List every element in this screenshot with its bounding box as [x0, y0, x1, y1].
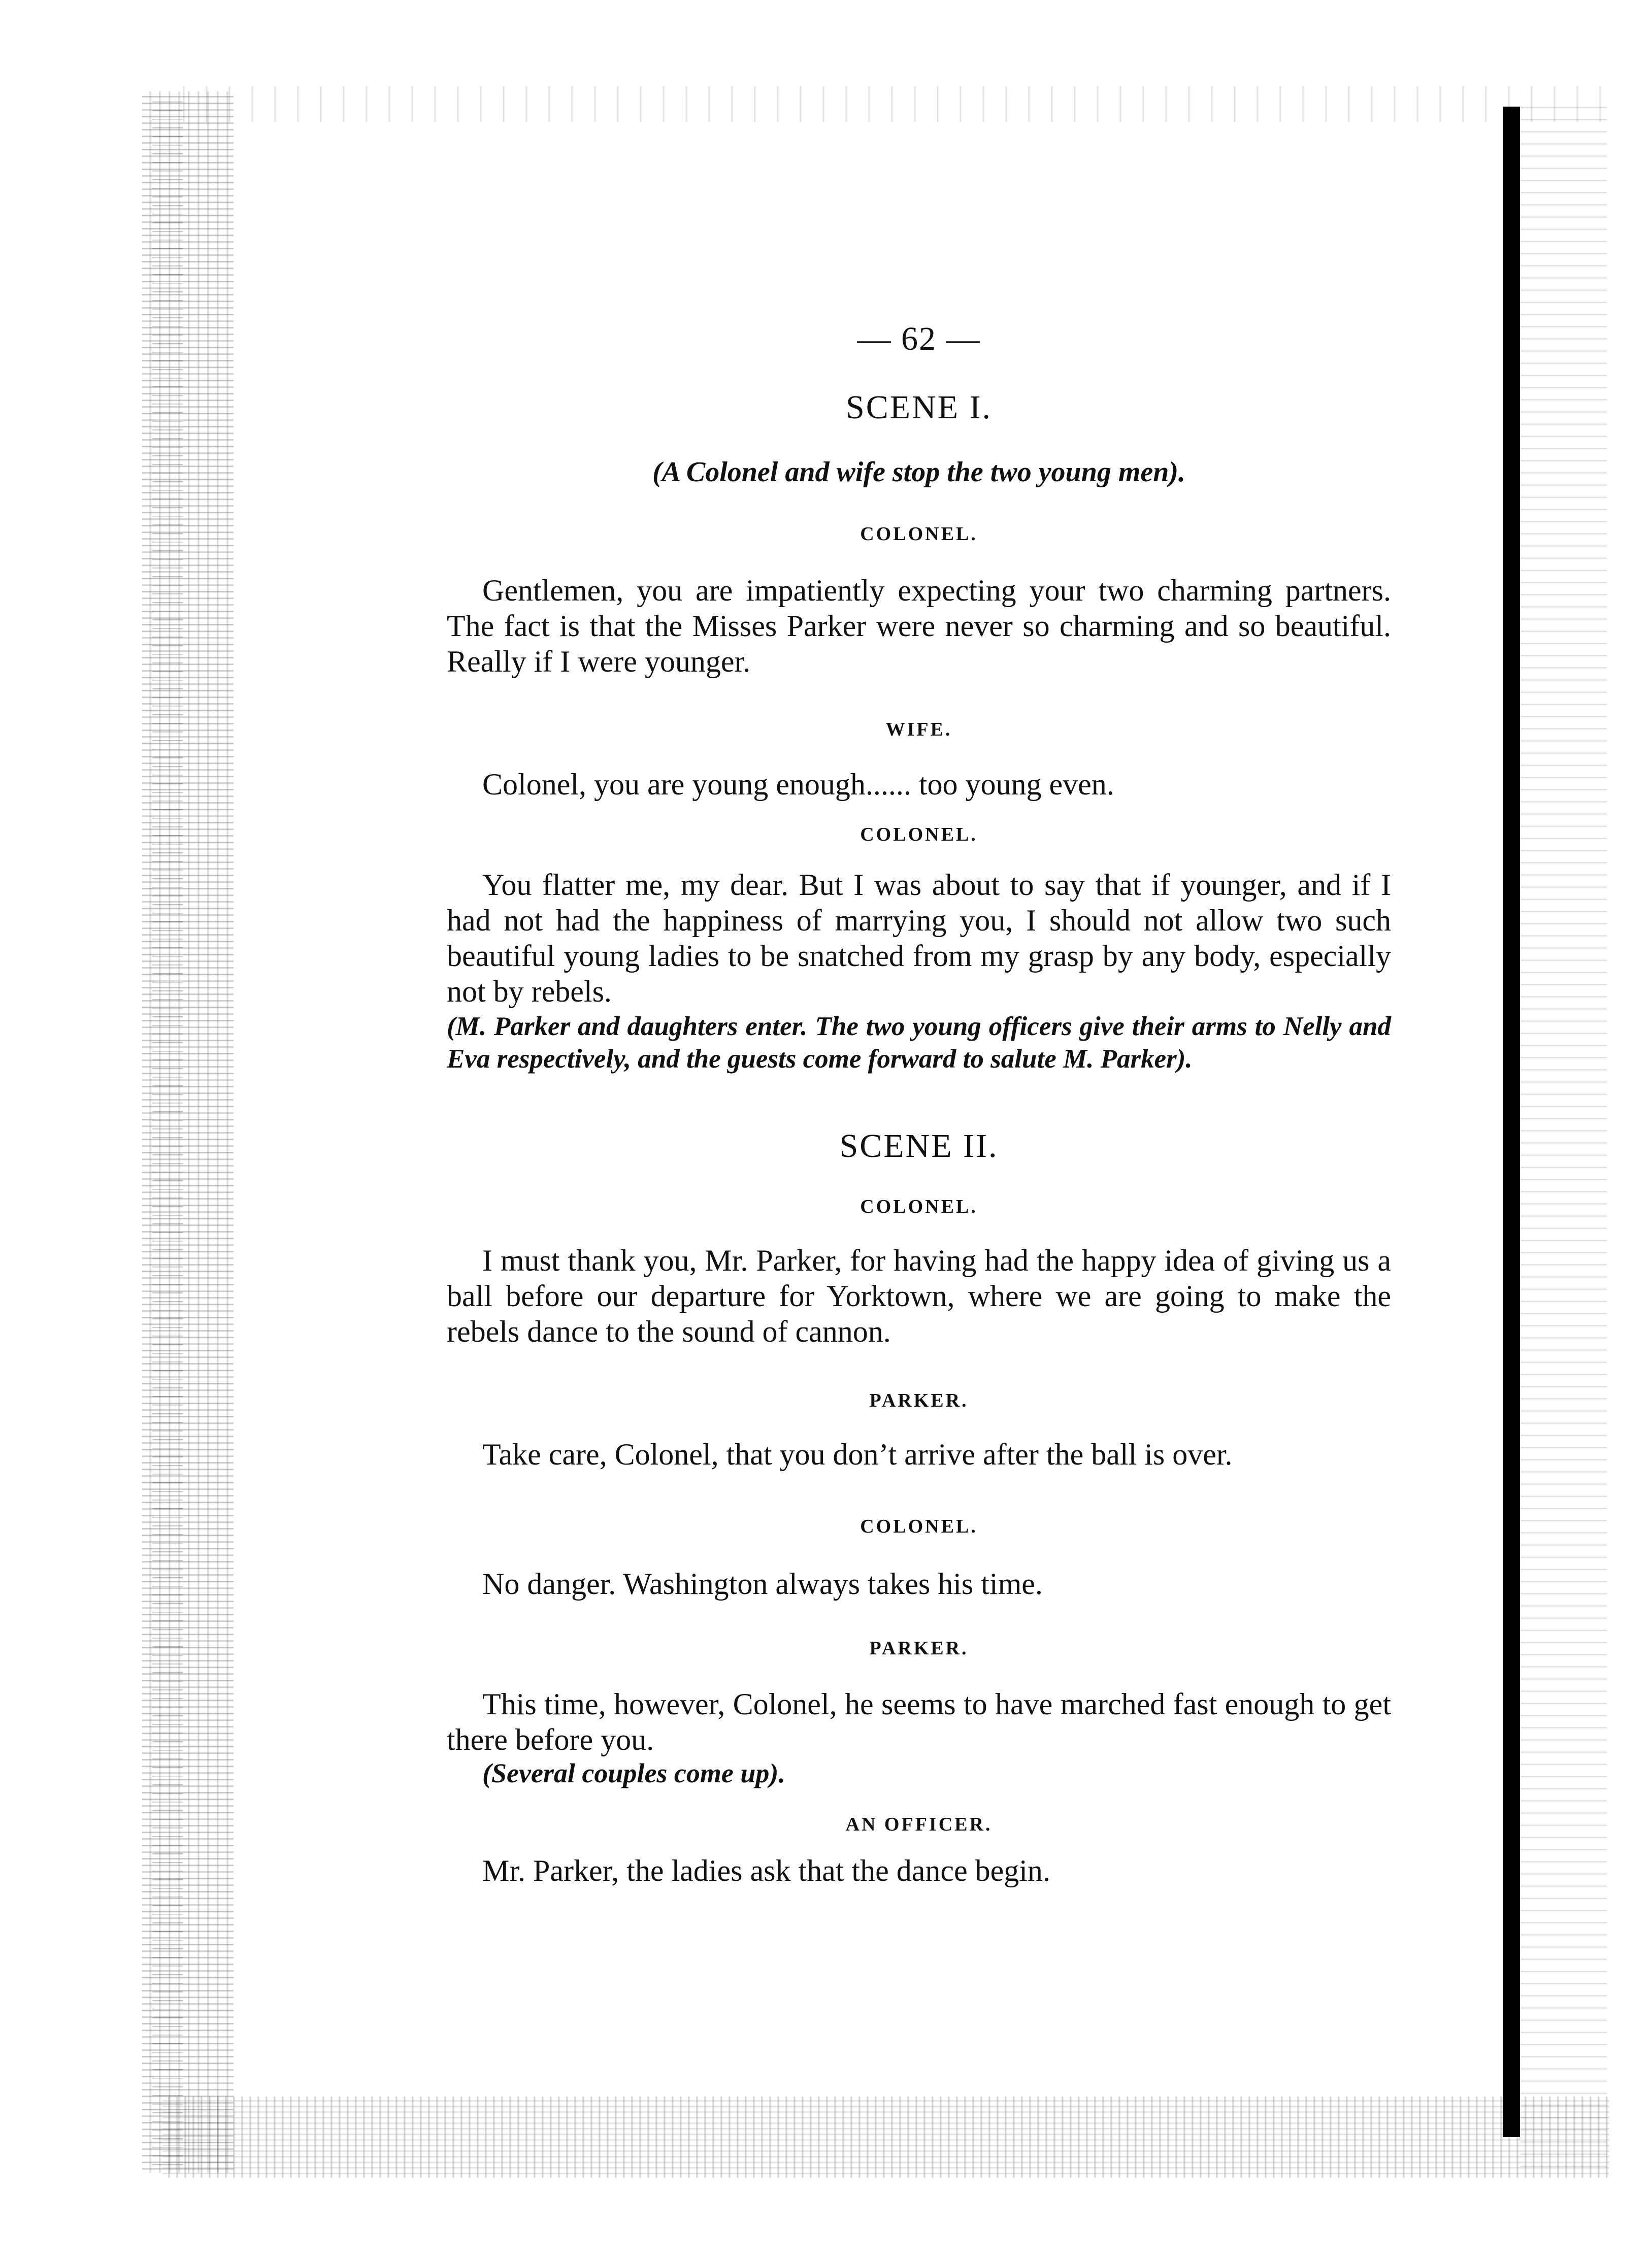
speech-colonel-1 — [447, 573, 1391, 679]
speech-parker-2 — [447, 1686, 1391, 1757]
page-number: — 62 — — [857, 320, 981, 357]
binding-shadow-bar — [1503, 107, 1520, 2137]
speaker-parker-2: PARKER. — [869, 1638, 969, 1659]
stage-direction-couples: (Several couples come up). — [482, 1758, 785, 1788]
speech-colonel-4 — [447, 1566, 1391, 1602]
speaker-officer: AN OFFICER. — [845, 1814, 993, 1835]
speech-text: This time, however, Colonel, he seems to have marched fast enough to get there before you. — [447, 1687, 1391, 1756]
speech-text: You flatter me, my dear. But I was about to say that if younger, and if I had not had the happiness of marrying you, I should not allow two such beautiful young ladies to be snatched from my grasp by any body, especially not by rebels. — [447, 868, 1391, 1008]
speech-colonel-2 — [447, 867, 1391, 1009]
scene-1-title: SCENE I. — [846, 389, 992, 426]
speaker-wife: WIFE. — [885, 719, 952, 740]
speaker-colonel-4: COLONEL. — [860, 1516, 978, 1537]
speaker-colonel-3: COLONEL. — [860, 1196, 978, 1217]
speech-officer — [447, 1853, 1391, 1888]
speech-text: No danger. Washington always takes his time. — [482, 1567, 1043, 1601]
speech-wife — [447, 767, 1391, 802]
scan-noise-left-strip — [152, 102, 183, 2173]
scan-noise-right — [1521, 96, 1607, 2178]
speaker-colonel-2: COLONEL. — [860, 824, 978, 845]
stage-direction-parker-enter — [447, 1010, 1391, 1075]
speech-text: Take care, Colonel, that you don’t arrive after the ball is over. — [482, 1438, 1233, 1471]
stage-direction-text: (M. Parker and daughters enter. The two young officers give their arms to Nelly and Eva respectively, and the guests come forward to salute M. Parker). — [447, 1012, 1391, 1074]
speech-text: Colonel, you are young enough...... too young even. — [482, 768, 1114, 801]
speaker-colonel-1: COLONEL. — [860, 523, 978, 545]
speech-colonel-3 — [447, 1243, 1391, 1349]
speech-parker-1 — [447, 1437, 1391, 1472]
scene-1-stage-direction: (A Colonel and wife stop the two young men). — [652, 456, 1186, 488]
speech-text: Gentlemen, you are impatiently expecting your two charming partners. The fact is that the Misses Parker were never so charming and so beautiful. Really if I were younger. — [447, 574, 1391, 678]
scan-noise-bottom — [162, 2097, 1609, 2178]
scan-noise-top — [162, 86, 1609, 122]
speech-text: I must thank you, Mr. Parker, for having had the happy idea of giving us a ball before our departure for Yorktown, where we are going to make the rebels dance to the sound of cannon. — [447, 1244, 1391, 1348]
speech-text: Mr. Parker, the ladies ask that the dance begin. — [482, 1854, 1050, 1887]
speaker-parker-1: PARKER. — [869, 1390, 969, 1411]
scene-2-title: SCENE II. — [839, 1127, 999, 1165]
